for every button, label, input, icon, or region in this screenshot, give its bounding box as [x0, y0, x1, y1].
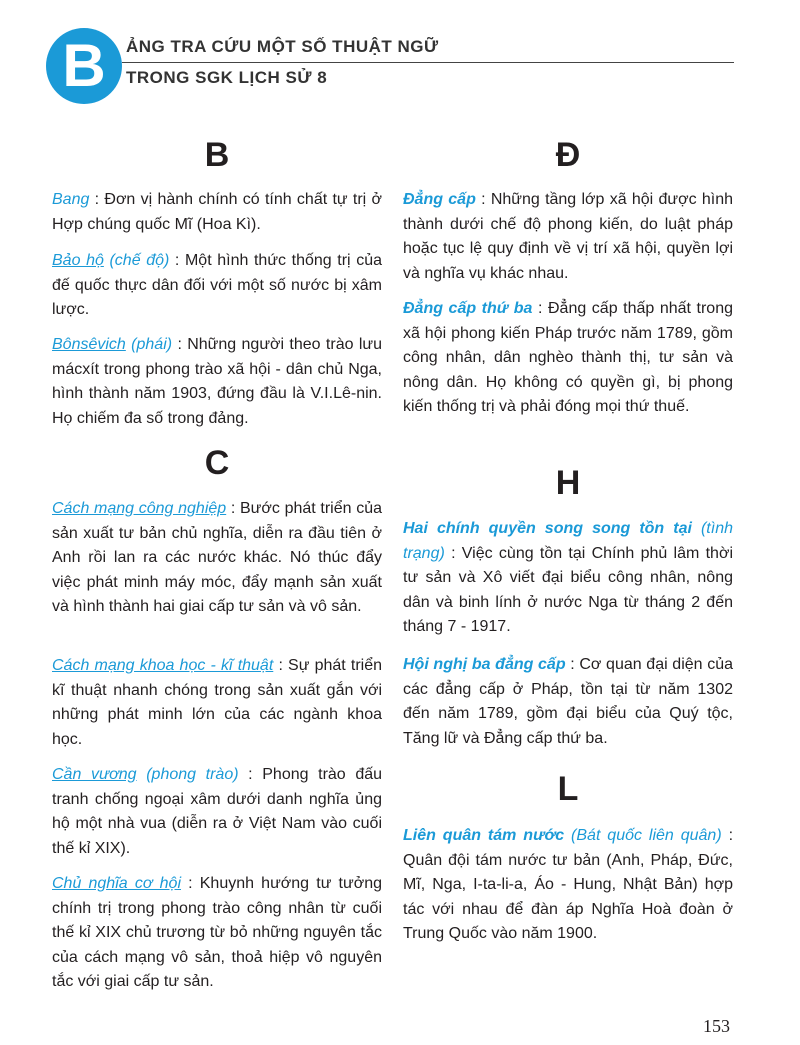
- header-badge: B: [46, 28, 122, 104]
- glossary-definition: : Những người theo trào lưu mácxít trong phong trào xã hội - dân chủ Nga, hình thành năm 1903, đứng đầu là V.I.Lê-nin. Họ chiếm đa số trong đảng.: [52, 336, 382, 427]
- header-title-line1: ẢNG TRA CỨU MỘT SỐ THUẬT NGỮ: [126, 37, 439, 56]
- glossary-definition: : Đẳng cấp thấp nhất trong xã hội phong kiến Pháp trước năm 1789, gồm công nhân, dân nghèo thành thị, tư sản và nông dân. Họ không có quyền gì, bị phong kiến thống trị và phải đóng mọi thứ thuế.: [403, 300, 733, 415]
- glossary-term: Bônsêvich: [52, 336, 126, 353]
- glossary-qualifier: (phái): [125, 336, 173, 353]
- section-letter-d: Đ: [555, 136, 581, 174]
- section-letter-l: L: [557, 770, 579, 808]
- glossary-term: Hội nghị ba đẳng cấp: [403, 656, 566, 673]
- glossary-definition: : Cơ quan đại diện của các đẳng cấp ở Pháp, tồn tại từ năm 1302 đến năm 1789, gồm đại biểu của Quý tộc, Tăng lữ và Đẳng cấp thứ ba.: [403, 656, 734, 747]
- glossary-term: Cần vương: [52, 766, 137, 783]
- glossary-entry: [403, 297, 733, 420]
- header-divider: [122, 62, 734, 63]
- section-letter-c: C: [204, 444, 230, 482]
- glossary-definition: : Khuynh hướng tư tưởng chính trị trong phong trào công nhân từ cuối thế kỉ XIX chủ trương từ bỏ những nguyên tắc của cách mạng vô sản, thoả hiệp vô nguyên tắc với giai cấp tư sản.: [52, 875, 383, 990]
- glossary-term: Liên quân tám nước: [403, 827, 565, 844]
- page-number: 153: [703, 1016, 730, 1036]
- section-letter-b: B: [204, 136, 230, 174]
- glossary-entry: [403, 188, 733, 286]
- glossary-term: Bảo hộ: [52, 252, 104, 269]
- glossary-entry: [403, 824, 733, 947]
- glossary-qualifier: (Bát quốc liên quân): [564, 827, 722, 844]
- glossary-entry: [403, 653, 733, 751]
- glossary-entry: [52, 654, 382, 752]
- glossary-qualifier: (phong trào): [136, 766, 239, 783]
- glossary-term: Cách mạng công nghiệp: [52, 500, 227, 517]
- glossary-definition: : Những tầng lớp xã hội được hình thành dưới chế độ phong kiến, do luật pháp hoặc tục lệ quy định về vị trí xã hội, quyền lợi và nghĩa vụ khác nhau.: [403, 191, 734, 282]
- glossary-term: Hai chính quyền song song tồn tại: [403, 520, 692, 537]
- glossary-term: Đẳng cấp: [403, 191, 476, 208]
- section-letter-h: H: [555, 464, 581, 502]
- glossary-entry: [403, 517, 733, 640]
- header-title-line2: TRONG SGK LỊCH SỬ 8: [126, 68, 328, 87]
- glossary-term: Chủ nghĩa cơ hội: [52, 875, 181, 892]
- glossary-definition: : Việc cùng tồn tại Chính phủ lâm thời tư sản và Xô viết đại biểu công nhân, nông dân và binh lính ở nước Nga từ tháng 2 đến tháng 7 - 1917.: [403, 544, 733, 635]
- glossary-definition: : Bước phát triển của sản xuất tư bản chủ nghĩa, diễn ra đầu tiên ở Anh rồi lan ra các nước khác. Nó thúc đẩy việc phát minh máy móc, đẩy mạnh sản xuất và hình thành hai giai cấp tư sản và vô sản.: [52, 500, 383, 615]
- glossary-term: Đẳng cấp thứ ba: [403, 300, 533, 317]
- glossary-definition: : Đơn vị hành chính có tính chất tự trị ở Hợp chúng quốc Mĩ (Hoa Kì).: [52, 191, 382, 233]
- glossary-entry: [52, 763, 382, 861]
- page-header: [0, 0, 800, 120]
- glossary-entry: [52, 497, 382, 620]
- glossary-term: Bang: [52, 191, 90, 208]
- glossary-definition: : Phong trào đấu tranh chống ngoại xâm dưới danh nghĩa ủng hộ một nhà vua (diễn ra ở Việt Nam vào cuối thế kỉ XIX).: [52, 766, 383, 857]
- glossary-entry: [52, 872, 382, 995]
- glossary-entry: [52, 249, 382, 323]
- glossary-qualifier: (tình trạng): [403, 520, 733, 562]
- glossary-entry: [52, 333, 382, 431]
- glossary-definition: : Một hình thức thống trị của đế quốc thực dân đối với một số nước bị xâm lược.: [52, 252, 383, 318]
- glossary-qualifier: (chế độ): [103, 252, 170, 269]
- glossary-definition: : Quân đội tám nước tư bản (Anh, Pháp, Đức, Mĩ, Nga, I-ta-li-a, Áo - Hung, Nhật Bản) hợp tác với nhau để đàn áp Nghĩa Hoà đoàn ở Trung Quốc vào năm 1900.: [403, 827, 734, 942]
- glossary-term: Cách mạng khoa học - kĩ thuật: [52, 657, 274, 674]
- glossary-entry: [52, 188, 382, 237]
- glossary-definition: : Sự phát triển kĩ thuật nhanh chóng trong sản xuất gắn với những phát minh lớn của các ngành khoa học.: [52, 657, 382, 748]
